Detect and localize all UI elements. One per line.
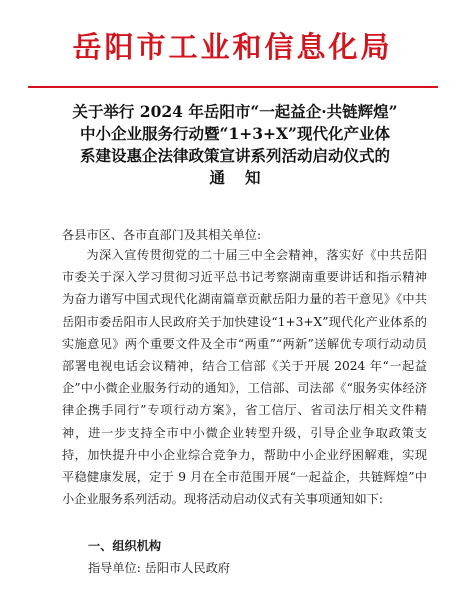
section-heading-organization: 一、组织机构 bbox=[88, 539, 162, 553]
masthead-divider bbox=[28, 86, 438, 88]
addressee: 各县市区、各市直部门及其相关单位: bbox=[62, 228, 262, 242]
guide-unit-label: 指导单位: bbox=[88, 561, 141, 575]
guide-unit-value: 岳阳市人民政府 bbox=[144, 561, 231, 575]
guide-unit-line bbox=[88, 559, 230, 577]
notice-title bbox=[40, 101, 430, 189]
notice-body bbox=[62, 244, 427, 510]
body-paragraph-1: 为深入宣传贯彻党的二十届三中全会精神，落实好《中共岳阳市委关于深入学习贯彻习近平总书记考察湖南重要讲话和指示精神为奋力谱写中国式现代化湖南篇章贡献岳阳力量的若干意见》《中共岳阳市委岳阳市人民政府关于加快建设“1+3+X”现代化产业体系的实施意见》两个重要文件及全市“两重”“两新”送解优专项行动动员部署电视电话会议精神，结合工信部《关于开展 2024 年“一起益企”中小微企业服务行动的通知》，工信部、司法部《“服务实体经济 律企携手同行”专项行动方案》，省工信厅、省司法厅相关文件精神，进一步支持全市中小微企业转型升级，引导企业争取政策支持，加快提升中小企业综合竞争力，帮助中小企业纾困解难，实现平稳健康发展，定于 9 月在全市范围开展“一起益企，共链辉煌”中小企业服务系列活动。现将活动启动仪式有关事项通知如下: bbox=[62, 248, 427, 507]
title-line-4: 通知 bbox=[209, 168, 281, 187]
title-line-3: 系建设惠企法律政策宣讲系列活动启动仪式的 bbox=[79, 146, 390, 165]
title-line-2: 中小企业服务行动暨“1+3+X”现代化产业体 bbox=[80, 124, 390, 143]
title-line-1: 关于举行 2024 年岳阳市“一起益企·共链辉煌” bbox=[72, 102, 398, 121]
org-masthead: 岳阳市工业和信息化局 bbox=[72, 30, 393, 64]
